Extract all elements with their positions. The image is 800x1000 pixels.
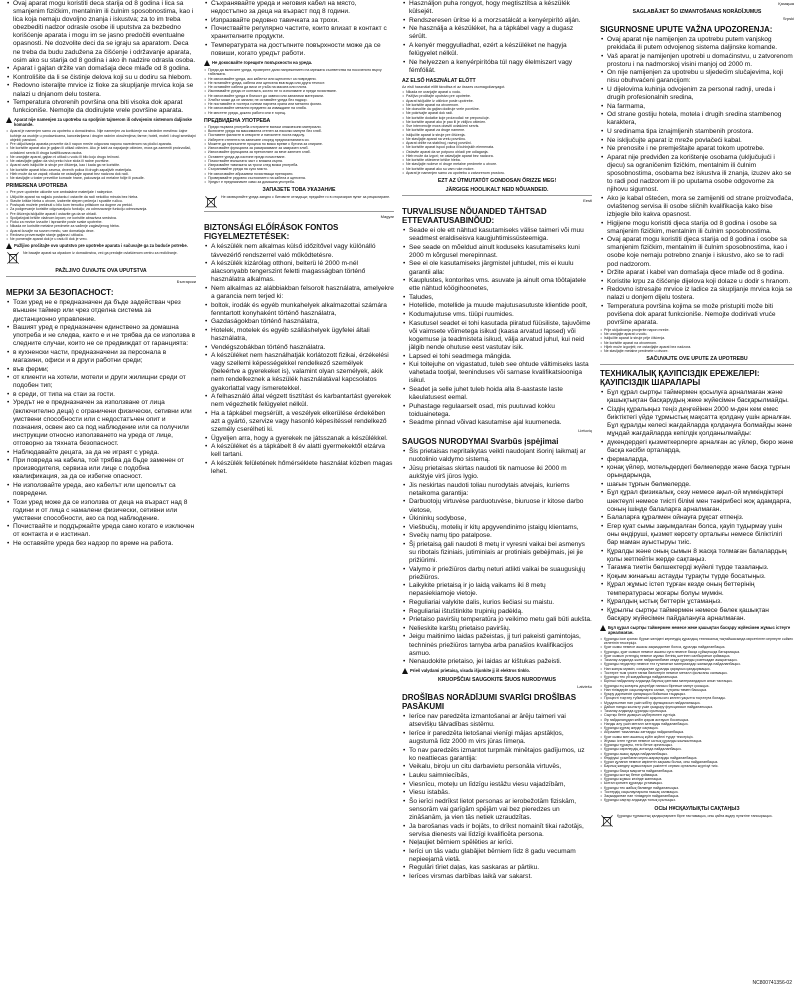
- list-item: • Сыртқы бетін дымқыл шүберекпен сүртіңіз.: [600, 713, 794, 717]
- list-item: • Ügyeljen arra, hogy a gyerekek ne játsszanak a készülékkel.: [204, 435, 394, 443]
- list-item: • Pre prve upotrebe uklonite sve ambalažne materijale i nalepnice.: [6, 190, 196, 194]
- list-item: • Hleb može da se zapali; nikada ne ostavljajte aparat bez nadzora dok radi.: [6, 172, 196, 176]
- language-tag: Lietuvių: [578, 428, 592, 434]
- list-item: • Kauplustes, kontorites vms. asuvate ja ainult oma töötajatele ette nähtud köögihoonetes,: [402, 277, 592, 293]
- list-item: • Redovno isteraljte mrvice iz fioke za skupljanje mrvica koja se nalazi u dnjanom delu tostera.: [6, 82, 196, 98]
- list-item: • Тазалау алдында және пайдаланбаған кезде құралды розеткадан ажыратыңыз.: [600, 658, 794, 662]
- list-item: • Уредът е предназначен само за домашна употреба.: [204, 180, 394, 184]
- list-item: • Ne koristite aparat blizu zavesa, drvenih polica ili drugih zapaljivih materijala.: [6, 168, 196, 172]
- hungarian-safety-list: [204, 243, 394, 476]
- list-item: • Ne koristite aparat za druge namene.: [402, 128, 592, 132]
- paragraph: Az első használat előtt távolítsa el az összes csomagolóanyagot.: [402, 84, 506, 89]
- kazakh-safety-list: [600, 389, 794, 623]
- keep-instructions-heading: SAČUVAJTE OVE UPUTE ZA UPOTREBU: [646, 356, 748, 363]
- section-heading: TURVALISUSE NÕUANDED TÄHTSAD ETTEVAATUSABINÕUD:: [402, 207, 547, 226]
- list-item: • Pre čišćenja isključite aparat i ostavite ga da se ohladi.: [6, 212, 196, 216]
- list-item: • Ierīce nav paredzēta izmantošanai ar ārēju taimeri vai atsevišķu tālvadības sistēmu.: [402, 713, 592, 729]
- list-item: • Redovno proveravajte stanje gajtana i utikača.: [6, 233, 196, 237]
- column-3: [402, 0, 592, 960]
- list-item: • Hleb može da izgori; ne ostavljajte aparat bez nadzora.: [402, 154, 592, 158]
- list-item: • Ne pomerajte aparat dok je u radu ili dok je vreo.: [6, 237, 196, 241]
- list-item: • Бұл құрал физикалық, сезу немесе ақыл-ой мүмкіндіктері шектеулі немесе тиісті білімі мен тәжірибесі жоқ адамдарға, соның ішінде балаларға арналмаған.: [600, 489, 794, 513]
- list-item: • Šo ierīci nedrīkst lietot personas ar ierobežotām fiziskām, sensorām vai garīgām spējām vai bez pieredzes un zināšanām, ja vien tās netiek uzraudzītas.: [402, 798, 592, 822]
- list-item: • Құралды тек үй жағдайында пайдаланыңыз.: [600, 675, 794, 679]
- list-item: • Ne isključujte aparat iz mreže povlačeći kabal.: [600, 137, 794, 145]
- list-item: • Aparat isključite iz utičnice posle upotrebe.: [402, 99, 592, 103]
- language-tag: Eesti: [583, 198, 592, 204]
- list-item: • Svečių namų tipo patalpose.: [402, 532, 592, 540]
- list-item: • Абразивті тазалағыш заттарды пайдаланбаңыз.: [600, 730, 794, 734]
- list-item: • Тостерге тым үлкен тағам бөліктерін немесе металл фольганы салмаңыз.: [600, 671, 794, 675]
- warning-text: Aparat nije namenjen za upotrebu sa spoljnim tajmerom ili odvojenim sistemom daljinske komande.: [14, 117, 193, 128]
- list-item: • Lapsed ei tohi seadmega mängida.: [402, 353, 592, 361]
- language-tag: Srpski: [782, 16, 794, 21]
- list-item: • Жұмыс істеп тұрған немесе ыстық құралды жылжытпаңыз.: [600, 739, 794, 743]
- keep-instructions-heading: KRUOPŠČIAI SAUGOKITE ŠIUOS NURODYMUS: [438, 677, 556, 684]
- list-item: • Seadme pinnad võivad kasutamise ajal kuumeneda.: [402, 419, 592, 427]
- list-item: • Қуат сымы мен ашаның күйін жүйелі түрде тексеріңіз.: [600, 735, 794, 739]
- disposal-notice: [600, 814, 794, 828]
- list-item: • қонақ үйлер, мотельдердегі бөлмелерде және басқа тұрғын орындарында,: [600, 464, 794, 480]
- list-item: • Құралды құрғақ жерде сақтаңыз.: [600, 726, 794, 730]
- list-item: • Seadet ja selle juhet tuleb hoida alla 8-aastaste laste käeulatusest eemal.: [402, 386, 592, 402]
- list-item: • Jūsų prietaisas skirtas naudoti tik namuose iki 2000 m aukštyje virš jūros lygio.: [402, 465, 592, 481]
- list-item: • Temperatura otvorenih površina ona biti visoka dok aparat funkcioniše. Nemojte da dodirujete vrele površine aparata.: [6, 99, 196, 115]
- list-item: • Veikalu, biroju un citu darbavietu personāla virtuvēs,: [402, 763, 592, 771]
- list-item: • Higijene mogu koristiti djeca starija od 8 godina i osobe sa smanjenim fizičkim, mentalnim ili čulnim sposobnostima.: [600, 220, 794, 236]
- list-item: • Aparat je namenjen samo za upotrebu u zatvorenom prostoru.: [402, 171, 592, 175]
- list-item: • Ne uranjajte aparat u vodu.: [600, 332, 794, 336]
- list-item: • Valymo ir priežiūros darbų neturi atlikti vaikai be suaugusiųjų priežiūros.: [402, 566, 592, 582]
- list-item: • Seade ei ole ett nähtud kasutamiseks välise taimeri või muu seadmest eraldiseisva kaugjuhtimissüsteemiga.: [402, 227, 592, 243]
- list-item: • Ovaj aparat nije namijenjen za upotrebu putem vanjskog prekidača ili putem odvojenog sistema daljinske komande.: [600, 36, 794, 52]
- list-item: • Nikada ne koristite metalne predmete za vađenje zaglavljenog hleba.: [6, 224, 196, 228]
- list-item: • Lauku saimniecībās,: [402, 772, 592, 780]
- list-item: • Ostavite aparat da se potpuno ohladi pre odlaganja.: [402, 150, 592, 154]
- list-item: • Процесті тоқтату түймешігі арқылы кез келген уақытта тоқтатуға болады.: [600, 696, 794, 700]
- language-tag: Magyar: [380, 214, 394, 220]
- list-item: • Құралдың ыстық беттерін ұстамаңыз.: [600, 598, 794, 606]
- section-heading: ПРЕДВИДЕНА УПОТРЕБА: [204, 117, 271, 124]
- list-item: • Съхранявайте уреда на сухо място.: [204, 167, 394, 171]
- list-item: • Isključite aparat iz struje pre čišćenja.: [402, 133, 592, 137]
- list-item: • Балаларға құралмен ойнауға рұқсат етпеңіз.: [600, 514, 794, 522]
- list-item: • Használjon puha rongyot, hogy megtisztítsa a készülék külsejét.: [402, 0, 592, 16]
- list-item: • See ei ole kasutamiseks järgmistel juhtudel, mis ei kuulu garantii alla:: [402, 260, 592, 276]
- list-item: • Viesnīcu, moteļu un līdzīgu iestāžu viesu vajadzībām,: [402, 781, 592, 789]
- list-item: • Почиствайте регулярно частите, които влизат в контакт с хранителните продукти.: [204, 25, 394, 41]
- list-item: • Уредът не е предназначен за използване от лица (включително деца) с ограничени физически, сетивни или умствени способности или с недостатъчен опит и познания, освен ако са под наблюдение или са получили инструкции относно използването на уреда от лице, отговорно за тяхната безопасност.: [6, 399, 196, 448]
- list-item: • Тостердің саңылауларына пышақ салмаңыз.: [600, 790, 794, 794]
- list-item: • Не оставяйте кабела да виси от ръба на масата или плота.: [204, 85, 394, 89]
- list-item: • Temperatura površina kojima se može pristupiti može biti povišena dok aparat funkcioniše. Nemojte dodirivati vruće površine aparata.: [600, 303, 794, 327]
- latvian-safety-list: [402, 713, 592, 881]
- keep-instructions-heading: PAŽLJIVO ČUVAJTE OVA UPUTSTVA: [55, 268, 147, 275]
- lithuanian-top-list: [402, 90, 592, 175]
- list-item: • Ne prenosite i ne premještajte aparat tokom upotrebe.: [600, 145, 794, 153]
- list-item: • Не използвайте абразивни почистващи препарати.: [204, 172, 394, 176]
- list-item: • във ферми;: [6, 366, 196, 374]
- list-item: • Aparat je namenjen samo za upotrebu u domaćinstvu. Nije namenjen za korišćenje na sledećim mestima: čajne kuhinje za osoblje u prodavnicama, kancelarijama i drugim radnim okruženjima; farme; hoteli, moteli i drugi smeštajni objekti; pansioni.: [6, 129, 196, 142]
- disposal-text: Ne bacajte aparat sa otpadom iz domaćinstva, već ga predajte ovlašćenom centru za recikliranje.: [23, 251, 178, 256]
- list-item: • Nem alkalmas az alábbiakban felsorolt használatra, amelyekre a garancia nem terjed ki:: [204, 285, 394, 301]
- list-item: • Reguliariai ištuštinkite trupinių padėklą.: [402, 608, 592, 616]
- list-item: • A készülék nem alkalmas külső időzítővel vagy különálló távvezérlő rendszerrel való működtetésre.: [204, 243, 394, 259]
- list-item: • Егер қуат сымы зақымдалған болса, қауіп тудырмау үшін оны өндіруші, қызмет көрсету орталығы немесе біліктілігі бар маман ауыстыруы тиіс.: [600, 523, 794, 547]
- warning-text: Бұл құрал сыртқы таймермен немесе жеке қашықтан басқару жүйесімен жұмыс істеуге арналмаған.: [608, 624, 791, 635]
- list-item: • Ne ostavljajte gajtan da visi preko ivice stola ili radne površine.: [6, 159, 196, 163]
- serbian-usage-list: [6, 190, 196, 241]
- bosnian-small-list: [600, 328, 794, 354]
- list-item: • Laikykite prietaisą ir jo laidą vaikams iki 8 metų nepasiekiamoje vietoje.: [402, 582, 592, 598]
- list-item: • Nenaudokite prietaiso, jei laidas ar kištukas pažeisti.: [402, 658, 592, 666]
- list-item: • Преди първата употреба отстранете всички опаковъчни материали.: [204, 125, 394, 129]
- list-item: • Ne koristite aparat na otvorenom.: [402, 103, 592, 107]
- list-item: • Ha a tápkábel megsérült, a veszélyek elkerülése érdekében azt a gyártó, szervize vagy hasonló képesítéssel rendelkező személy cserélheti ki.: [204, 410, 394, 434]
- list-item: • Ne dozvolite da gajtan dodiruje vrele površine.: [402, 107, 592, 111]
- warning-notice: [600, 625, 794, 635]
- list-item: • Ako je kabal oštećen, mora se zamijeniti od strane proizvođača, ovlaštenog servisa ili osobe sličnih kvalifikacija kako bise izbjegle bilo kakva opasnost.: [600, 195, 794, 219]
- keep-instructions-heading: SAGLABĀJIET ŠO IZMANTOŠANAS NORĀDĪJUMUS: [632, 9, 762, 15]
- list-item: • Әр пайдаланудан кейін қоқым астауын босатыңыз.: [600, 718, 794, 722]
- list-item: • Ne stavljajte u toster prevelike komade hrane, pakovanja od metalne folije ili posuđe.: [6, 176, 196, 180]
- list-item: • Не използвайте уреда, ако кабелът или щепселът са повредени.: [204, 77, 394, 81]
- list-item: • Құралды басқа мақсатта пайдаланбаңыз.: [600, 769, 794, 773]
- list-item: • Postupak možete prekinuti u bilo kom trenutku pritiskom na dugme za prekid.: [6, 203, 196, 207]
- list-item: • Изключвайте уреда от контакта, когато не го използвате и преди почистване.: [204, 89, 394, 93]
- lithuanian-safety-list: [402, 448, 592, 666]
- list-item: • Spoljašnjost brišite vlažnom krpom; ne koristite abrazivna sredstva.: [6, 216, 196, 220]
- list-item: • Құрал құлаған немесе көрінетін зақымы болса, оны пайдаланбаңыз.: [600, 760, 794, 764]
- list-item: • Құралды ашық ауада пайдаланбаңыз.: [600, 752, 794, 756]
- warning-triangle-icon: [204, 60, 210, 66]
- list-item: • Почиствайте външната част с влажна кърпа.: [204, 159, 394, 163]
- list-item: • Aparat i gajtan držite van domašaja dece mlađe od 8 godina.: [6, 65, 196, 73]
- language-tag: Latviešu: [577, 684, 592, 690]
- list-item: • дүкендердегі қызметкерлерге арналған ас үйлер, бюро және басқа кәсіби орталарда,: [600, 439, 794, 455]
- warning-text: Не докосвайте горещите повърхности на уреда.: [212, 60, 313, 66]
- list-item: • Барлық жөндеу жұмыстарын уәкілетті сервис орталығы жүргізуі тиіс.: [600, 764, 794, 768]
- list-item: • Šis prietaisas nepritaikytas veikti naudojant išorinį laikmatį ar nuotolinio valdymo sistemą.: [402, 448, 592, 464]
- divider: [6, 276, 196, 277]
- document-code: NC800741356-02: [752, 980, 792, 986]
- list-item: • Нанды алу үшін металл заттарды пайдаланбаңыз.: [600, 722, 794, 726]
- list-item: • Изпразвайте тавичката за трохи след всяка употреба.: [204, 163, 394, 167]
- list-item: • Ierīce ir paredzēta lietošanai vienīgi mājas apstākļos, augstumā līdz 2000 m virs jūras līmeņa.: [402, 730, 592, 746]
- list-item: • Ne koristite aparat ako je gajtan ili utikač oštećen. Ako je kabl za napajanje oštećen, mora ga zameniti proizvođač, ovlašćeni servis ili druga kvalifikovana osoba.: [6, 146, 196, 155]
- list-item: • Температурата на достъпните повърхности може да се повиши, когато уредът работи.: [204, 42, 394, 58]
- list-item: • Нан жануы мүмкін, сондықтан құралды қараусыз қалдырмаңыз.: [600, 667, 794, 671]
- list-item: • Viesu istabās.: [402, 789, 592, 797]
- column-2: [204, 0, 394, 960]
- section-heading: МЕРКИ ЗА БЕЗОПАСНОСТ:: [6, 288, 114, 298]
- list-item: • Ne helyezzen a kenyérpirítóba túl nagy élelmiszert vagy fémfóliát.: [402, 59, 592, 75]
- list-item: • Kontrolišite da li se čistinje delova koji su u dodiru sa hlebom.: [6, 74, 196, 82]
- warning-notice: [402, 668, 592, 674]
- keep-instructions-heading: EZT AZ ÚTMUTATÓT GONDOSAN ŐRIZZE MEG!: [437, 178, 557, 185]
- list-item: • Не местете уреда, докато работи или е горещ.: [204, 111, 394, 115]
- list-item: • Šį prietaisą gali naudoti 8 metų ir vyresni vaikai bei asmenys su ribotais fiziniais, jutiminiais ar protiniais gebėjimais, jei jie prižiūrimi.: [402, 541, 592, 565]
- list-item: • Преди да включите уреда, проверете дали напрежението на мрежата съответства на посоченото върху табелката.: [204, 68, 394, 77]
- list-item: • Не използвайте уреда в близост до завеси или запалими материали.: [204, 94, 394, 98]
- list-item: • Ылғал қолмен құралды ұстамаңыз.: [600, 781, 794, 785]
- list-item: • Na farmama,: [600, 103, 794, 111]
- list-item: • Regulāri tīriet daļas, kas saskaras ar pārtiku.: [402, 864, 592, 872]
- list-item: • Зақымдалған нан тілімдерін пайдаланбаңыз.: [600, 794, 794, 798]
- keep-instructions-heading: ЗАПАЗЕТЕ ТОВА УКАЗАНИЕ: [262, 187, 336, 194]
- list-item: • Тазалау алдында құралды суытыңыз.: [600, 709, 794, 713]
- list-item: • Вашият уред е предназначен единствено за домашна употреба и не следва, както е и не трябва да се използва в следните случаи, които не се предвиждат от гаранцията:: [6, 324, 196, 348]
- list-item: • Нан тілімдерін саңылауларға салып, тұтқаны төмен басыңыз.: [600, 688, 794, 692]
- list-item: • Құралды сақтар алдында толық суытыңыз.: [600, 798, 794, 802]
- list-item: • Оставете уреда да изстине преди почистване.: [204, 155, 394, 159]
- list-item: • Nikada ne uranjajte aparat u vodu.: [402, 90, 592, 94]
- list-item: • Құралды тек жабық бөлмеде пайдаланыңыз.: [600, 786, 794, 790]
- crossed-bin-icon: [6, 251, 20, 265]
- list-item: • Ne stavljajte noževe ni druge metalne predmete u otvore.: [402, 162, 592, 166]
- list-item: • Бірінші пайдалану алдында барлық қаптама материалдарын алып тастаңыз.: [600, 679, 794, 683]
- list-item: • При повреда на кабела, той трябва да бъде заменен от производителя, сервиза или лице с подобна квалификация, за да се избегне опасност.: [6, 457, 196, 481]
- serbian-small-list: [6, 129, 196, 180]
- list-item: • Prietaiso paviršių temperatūra jo veikimo metu gali būti aukšta.: [402, 616, 592, 624]
- list-item: • A felhasználó által végzett tisztítást és karbantartást gyerekek nem végezhetik felügyelet nélkül.: [204, 393, 394, 409]
- section-heading: PRIMERENA UPOTREBA: [6, 183, 68, 190]
- list-item: • Taludes,: [402, 294, 592, 302]
- list-item: • Pre uključivanja aparata proverite da li napon mreže odgovara naponu navedenom na pločici aparata.: [6, 142, 196, 146]
- list-item: • Aparat čuvajte na suvom mestu, van domašaja dece.: [6, 229, 196, 233]
- list-item: • Ierīces virsmas darbības laikā var sakarst.: [402, 873, 592, 881]
- list-item: • Neļaujiet bērniem spēlēties ar ierīci.: [402, 839, 592, 847]
- bulgarian-usage-list: [204, 125, 394, 185]
- list-item: • Ovaj aparat mogu koristiti deca starija od 8 godina i lica sa smanjenim fizičkim, mentalnim ili čulnim sposobnostima, kao i lica koja nemaju dovoljno znanja i iskustva; za to im treba obezbediti nadzor odrasle osobe ili uputstva za bezbedno korišćenje aparata i mogu im se jasno predočiti eventualne opasnosti. Ne dozvolite deci da se igraju sa aparatom. Deca ne treba da budu zadužena za čišćenje i održavanje aparata, osim ako su starija od 8 godina i ako ih nadzire odrasla osoba.: [6, 0, 196, 65]
- list-item: • Құралды, қуат сымын немесе ашаны суға немесе басқа сұйықтыққа батырмаңыз.: [600, 650, 794, 654]
- list-item: • Prije uključivanja provjerite napon mreže.: [600, 328, 794, 332]
- list-item: • Құралды тұрақты, тегіс бетке орнатыңыз.: [600, 743, 794, 747]
- warning-notice: [6, 243, 196, 249]
- list-item: • A készülék kizárólag otthoni, belterü lé 2000 m-nél alacsonyabb tengerszint feletti magasságban történő használatra alkalmas.: [204, 260, 394, 284]
- list-item: • Поставете филиите в отворите и натиснете лоста надолу.: [204, 133, 394, 137]
- section-heading: DROŠĪBAS NORĀDĪJUMI SVARĪGI DROŠĪBAS PASĀKUMI: [402, 693, 577, 712]
- list-item: • Дайын нанды жылыту үшін қыздыру функциясын пайдаланыңыз.: [600, 705, 794, 709]
- list-item: • Използвайте функцията за размразяване за замразен хляб.: [204, 146, 394, 150]
- list-item: • Za podgrevanje koristite odgovarajuću funkciju; za odmrzavanje funkciju odmrzavanja.: [6, 207, 196, 211]
- list-item: • Pažljivo pročitajte uputstvo pre upotrebe.: [402, 94, 592, 98]
- list-item: • Құрылғы сыртқы таймермен немесе бөлек қашықтан басқару жүйесімен пайдалануға арналмаған.: [600, 607, 794, 623]
- list-item: • Nelieskite karštų prietaiso paviršių.: [402, 625, 592, 633]
- list-item: • A készülék felületének hőmérséklete használat közben magas lehet.: [204, 460, 394, 476]
- list-item: • Koristite krpu za čišćenje dijelova koji dolaze u dodir s hranom.: [600, 278, 794, 286]
- list-item: • фермаларда,: [600, 456, 794, 464]
- list-item: • Құралды іске қоспас бұрын желідегі кернеудің құралдың техникалық тақтайшасында көрсетілген кернеуге сәйкес келетінін тексеріңіз.: [600, 637, 794, 646]
- list-item: • Aparat držite na stabilnoj, ravnoj površini.: [402, 141, 592, 145]
- serbian-lead-list: [6, 0, 196, 115]
- list-item: • Құралды перделер немесе тез тұтанатын материалдар жанында пайдаланбаңыз.: [600, 662, 794, 666]
- column-1: [6, 0, 196, 960]
- list-item: • Не поставяйте в тостера големи парчета храна или метално фолио.: [204, 102, 394, 106]
- list-item: • Jis neskirtas naudoti toliau nurodytais atvejais, kuriems netaikoma garantija:: [402, 482, 592, 498]
- list-item: • Ne uranjajte aparat, gajtan ni utikač u vodu ili bilo koju drugu tečnost.: [6, 155, 196, 159]
- divider: [204, 211, 394, 212]
- list-item: • Не потапяйте уреда, кабела или щепсела във вода или друга течност.: [204, 81, 394, 85]
- divider: [402, 195, 592, 196]
- list-item: • Ne használja a készüléket, ha a tápkábel vagy a dugasz sérült.: [402, 25, 592, 41]
- list-item: • от клиенти на хотели, мотели и други жилищни среди от подобен тип;: [6, 374, 196, 390]
- list-item: • Използвайте функцията за претопляне за вече запечен хляб.: [204, 150, 394, 154]
- list-item: • Ne koristite oštećene kriške hleba.: [402, 158, 592, 162]
- crossed-bin-icon: [204, 195, 218, 209]
- warning-text: Prieš valydami prietaisą, visada išjunkite jį iš elektros tinklo.: [410, 668, 531, 674]
- section-heading: SAUGOS NURODYMAI Svarbūs įspėjimai: [402, 437, 559, 447]
- list-item: • Ne koristite aparat ako su vam ruke mokre.: [402, 167, 592, 171]
- list-item: • Почиствайте и поддържайте уреда само когато е изключен от контакта и е изстинал.: [6, 523, 196, 539]
- list-item: • Reguliariai valykite dalis, kurios liečiasi su maistu.: [402, 599, 592, 607]
- list-item: • Kasutusel seadet ei tohi kasutada piiratud füüsiliste, tajuvõime või vaimsete võimetega isikud (kaasa arvatud lapsed) või kogemuse ja teadmisteta isikud, välja arvatud juhul, kui neid jälgib nende ohutuse eest vastutav isik.: [402, 320, 592, 352]
- list-item: • Можете да прекъснете процеса по всяко време с бутона за спиране.: [204, 142, 394, 146]
- list-item: • в кухненски части, предназначени за персонала в магазини, офиси и в други работни среди;: [6, 349, 196, 365]
- list-item: • Қоқым жинағыш астауды тұрақты түрде босатыңыз.: [600, 573, 794, 581]
- list-item: • Hljeb može izgorjeti; ne ostavljajte aparat bez nadzora.: [600, 345, 794, 349]
- divider: [600, 364, 794, 365]
- list-item: • A kenyér meggyulladhat, ezért a készüléket ne hagyja felügyelet nélkül.: [402, 42, 592, 58]
- list-item: • Aparat uvek isključite iz struje pre čišćenja, kao i kada ga ne koristite.: [6, 163, 196, 167]
- list-item: • Құралды жұмыс кезінде жаппаңыз.: [600, 777, 794, 781]
- disposal-notice: [204, 195, 394, 209]
- list-item: • Қуат сымын үстелдің немесе жұмыс бетінің шетінен салбыратып қоймаңыз.: [600, 654, 794, 658]
- list-item: • Ne stavljajte aparat na vrelu površinu.: [402, 137, 592, 141]
- list-item: • Redovno istresajte mrvice iz ladice za skupljanje mrvica koja se nalazi u donjem dijelu tostera.: [600, 286, 794, 302]
- section-heading: AZ ELSŐ HASZNÁLAT ELŐTT: [402, 77, 476, 84]
- list-item: • Қуыру дәрежесін қалауыңыз бойынша таңдаңыз.: [600, 692, 794, 696]
- list-item: • U dijelovima kuhinja odvojenim za personal radnji, ureda i drugih profesionalnih sredina,: [600, 86, 794, 102]
- list-item: • шағын тұрғын бөлмелерде.: [600, 481, 794, 489]
- list-item: • в среди, от типа на стаи за гости.: [6, 391, 196, 399]
- list-item: • Не оставяйте уреда без надзор по време на работа.: [6, 540, 196, 548]
- warning-notice: [204, 60, 394, 66]
- list-item: • Gazdaságokban történő használatra,: [204, 318, 394, 326]
- list-item: • Fioku za mrvice izvucite i ispraznite posle svake upotrebe.: [6, 220, 196, 224]
- list-item: • A készüléket nem használhatják korlátozott fizikai, érzékelési vagy szellemi képességekkel rendelkező személyek (beleértve a gyerekeket is), valamint olyan személyek, akik nem rendelkeznek a készülék használatával kapcsolatos gyakorlattal vagy ismeretekkel.: [204, 352, 394, 392]
- list-item: • Jeigu maitinimo laidas pažeistas, jį turi pakeisti gamintojas, techninės priežiūros tarnyba arba panašios kvalifikacijos asmuo.: [402, 633, 592, 657]
- list-item: • Ne koristite aparat ispod polica ili kuhinjskih elemenata.: [402, 145, 592, 149]
- list-item: • Sve intervencije mora obaviti ovlašćeni servis.: [402, 124, 592, 128]
- kazakh-small-list: [600, 637, 794, 803]
- language-tag: Қазақша: [778, 1, 794, 6]
- list-item: • Ne stavljajte metalne predmete u otvore.: [600, 349, 794, 353]
- list-item: • Өндіруші ұсынбаған керек-жарақтарды пайдаланбаңыз.: [600, 756, 794, 760]
- list-item: • Съхранявайте уреда и неговия кабел на място, недостъпно за деца на възраст под 8 години.: [204, 0, 394, 16]
- list-item: • Този уред не е предназначен да бъде задействан чрез външен таймер или чрез отделна система за дистанционно управление.: [6, 299, 196, 323]
- list-item: • Od strane gostiju hotela, motela i drugih sredina stambenog karaktera,: [600, 111, 794, 127]
- list-item: • Viešbučių, motelių ir kitų apgyvendinimo įstaigų klientams,: [402, 524, 592, 532]
- list-item: • A készüléket és a tápkábelt 8 év alatti gyermekektől elzárva kell tartani.: [204, 443, 394, 459]
- list-item: • Изпразвайте редовно тавичката за трохи.: [204, 17, 394, 25]
- list-item: • Ovaj aparat mogu koristiti djeca starija od 8 godina i osobe sa smanjenim fizičkim, mentalnim ili čulnim sposobnostima, kao i osobe koje nemaju potrebno znanje i iskustvo, ako se to radi pod nadzorom.: [600, 236, 794, 268]
- list-item: • Vendégszobákban történő használatra.: [204, 344, 394, 352]
- list-item: • Ne koristite aparat ako je pao ili je vidljivo oštećen.: [402, 120, 592, 124]
- list-item: • Включете уреда на максимална степен за няколко минути без хляб.: [204, 129, 394, 133]
- list-item: • Hotelek, motelek és egyéb szálláshelyek ügyfelei általi használatra,: [204, 327, 394, 343]
- list-item: • See seade on mõeldud ainult koduseks kasutamiseks kuni 2000 m kõrgusel merepinnast.: [402, 244, 592, 260]
- bulgarian-safety-list: [6, 299, 196, 548]
- bulgarian-lead-list: [204, 0, 394, 58]
- warning-text: Pažljivo pročitajte ovo uputstvo pre upotrebe aparata i sačuvajte ga za buduće potrebe.: [14, 243, 188, 249]
- list-item: • Kui toitejuhe on vigastatud, tuleb see ohtude vältimiseks lasta vahetada tootjal, teeninduses või sarnase kvalifikatsiooniga isikul.: [402, 361, 592, 385]
- list-item: • Ne koristite dodatke koje proizvođač ne preporučuje.: [402, 116, 592, 120]
- warning-triangle-icon: [6, 117, 12, 123]
- list-item: • Қуат сымы немесе ашасы зақымдалған болса, құралды пайдаланбаңыз.: [600, 645, 794, 649]
- disposal-text: Құралды тұрмыстық қалдықтармен бірге тастамаңыз, оны қайта өңдеу пунктіне тапсырыңыз.: [617, 813, 773, 818]
- warning-triangle-icon: [600, 625, 606, 631]
- list-item: • Kodumajutuse vms. tüüpi ruumides.: [402, 311, 592, 319]
- list-item: • Изберете степента на запичане според предпочитанията си.: [204, 138, 394, 142]
- column-4: [600, 0, 794, 960]
- list-item: • Ne pokrivajte aparat dok radi.: [402, 111, 592, 115]
- section-heading: ТЕХНИКАЛЫҚ ҚАУІПСІЗДІК ЕРЕЖЕЛЕРІ: ҚАУІПСІЗДІК ШАРАЛАРЫ: [600, 369, 760, 388]
- list-item: • Puhastage regulaarselt osad, mis puutuvad kokku toiduainetega.: [402, 403, 592, 419]
- list-item: • Құралды және оның сымын 8 жасқа толмаған балалардың қолы жетпейтін жерде сақтаңыз.: [600, 548, 794, 564]
- list-item: • Uključite aparat na najjaču postavku i ostavite da radi nekoliko minuta bez hleba.: [6, 195, 196, 199]
- section-heading: SIGURNOSNE UPUTE VAŽNA UPOZORENJA:: [600, 25, 773, 34]
- list-item: • Rendszeresen ürítse ki a morzsatálcát a kenyérpirító alján.: [402, 17, 592, 25]
- list-item: • To nav paredzēts izmantot turpmāk minētajos gadījumos, uz ko neattiecas garantija:: [402, 747, 592, 763]
- list-item: • Не използвайте уреда, ако кабелът или щепселът са повредени.: [6, 482, 196, 498]
- list-item: • Ierīci un tās vadu glabājiet bērniem līdz 8 gadu vecumam nepieejamā vietā.: [402, 848, 592, 864]
- warning-triangle-icon: [402, 668, 408, 674]
- list-item: • Ne koristite aparat na otvorenom.: [600, 341, 794, 345]
- warning-notice: [6, 117, 196, 127]
- list-item: • U sredinama tipa iznajmljenih stambenih prostora.: [600, 128, 794, 136]
- list-item: • Құралды сөрелердің астында пайдаланбаңыз.: [600, 747, 794, 751]
- disposal-notice: [6, 251, 196, 265]
- list-item: • Сіздің құралыңыз теңіз деңгейінен 2000 м-ден кем емес биіктіктегі үйде тұрмыстық мақсатта қолдану үшін арналған. Бұл құралды келесі жағдайларда қолдануға болмайды және мұндай жағдайларда кепілдік қолданылмайды:: [600, 406, 794, 438]
- section-heading: BIZTONSÁGI ELŐÍRÁSOK FONTOS FIGYELMEZTETÉSEK:: [204, 223, 339, 242]
- list-item: • Držite aparat i kabel van domašaja djece mlađe od 8 godina.: [600, 269, 794, 277]
- keep-instructions-heading: JÄRGIGE HOOLIKALT NEID NÕUANDEID.: [445, 187, 549, 194]
- list-item: • Наблюдавайте децата, за да не играят с уреда.: [6, 449, 196, 457]
- list-item: • Ūkininkų sodybose,: [402, 515, 592, 523]
- list-item: • Този уред може да се използва от деца на възраст над 8 години и от лица с намалени физически, сетивни или умствени способности, ако са под наблюдение.: [6, 499, 196, 523]
- list-item: • Hotellide, motellide ja muude majutusasutuste klientide poolt,: [402, 302, 592, 310]
- list-item: • Құралды ыстық бетке қоймаңыз.: [600, 773, 794, 777]
- list-item: • Isključite aparat iz struje prije čišćenja.: [600, 336, 794, 340]
- language-tag: Български: [176, 279, 196, 285]
- list-item: • Хлябът може да се запали; не оставяйте уреда без надзор.: [204, 98, 394, 102]
- list-item: • On nije namijenjen za upotrebu u sljedećim slučajevima, koji nisu obuhvaćeni garancijom:: [600, 69, 794, 85]
- list-item: • Құрал жұмыс істеп тұрған кезде оның беттерінің температурасы жоғары болуы мүмкін.: [600, 581, 794, 597]
- warning-triangle-icon: [6, 243, 12, 249]
- list-item: • Проверявайте редовно състоянието на кабела и щепсела.: [204, 176, 394, 180]
- list-item: • Ja barošanas vads ir bojāts, to drīkst nomainīt tikai ražotājs, servisa dienests vai līdzīgi kvalificēta persona.: [402, 823, 592, 839]
- list-item: • Stavite kriške hleba u otvore, izaberite stepen pečenja i spustite ručicu.: [6, 199, 196, 203]
- disposal-text: Не изхвърляйте уреда заедно с битовите отпадъци; предайте го в оторизиран пункт за рециклиране.: [221, 195, 391, 200]
- hungarian-continued-list: [402, 0, 592, 75]
- list-item: • Құралды ең жоғарғы деңгейде нансыз бірнеше минут қосыңыз.: [600, 684, 794, 688]
- list-item: • Не използвайте метални предмети за изваждане на хляба.: [204, 106, 394, 110]
- crossed-bin-icon: [600, 814, 614, 828]
- bosnian-safety-list: [600, 36, 794, 327]
- list-item: • boltok, irodák és egyéb munkahelyek alkalmazottai számára fenntartott konyhaként történő használatra,: [204, 302, 394, 318]
- list-item: • Мұздатылған нан үшін жібіту функциясын пайдаланыңыз.: [600, 701, 794, 705]
- list-item: • Тағамға тиетін бөлшектерді жүйелі түрде тазалаңыз.: [600, 564, 794, 572]
- bulgarian-small-list: [204, 68, 394, 115]
- list-item: • Vaš aparat je namijenjen upotrebi u domaćinstvu, u zatvorenom prostoru i na nadmorskoj visini manjoj od 2000 m.: [600, 53, 794, 69]
- estonian-safety-list: [402, 227, 592, 427]
- list-item: • Aparat nije predviđen za korištenje osobama (uključujući i djecu) sa ograničenim fizičkim, mentalnim ili čulnim sposobnostima, osobama bez iskustva ili znanja, izuzev ako se to radi pod nadzorom ili po uputama osobe odgovorne za njihovu sigurnost.: [600, 154, 794, 194]
- keep-instructions-heading: ОСЫ НҰСҚАУЛЫҚТЫ САҚТАҢЫЗ: [654, 805, 740, 812]
- list-item: • Darbuotojų virtuvėse parduotuvėse, biuruose ir kitose darbo vietose,: [402, 498, 592, 514]
- list-item: • Бұл құрал сыртқы таймермен қосылуға арналмаған және қашықтықтан басқарудың жеке жүйесімен басқарылмайды.: [600, 389, 794, 405]
